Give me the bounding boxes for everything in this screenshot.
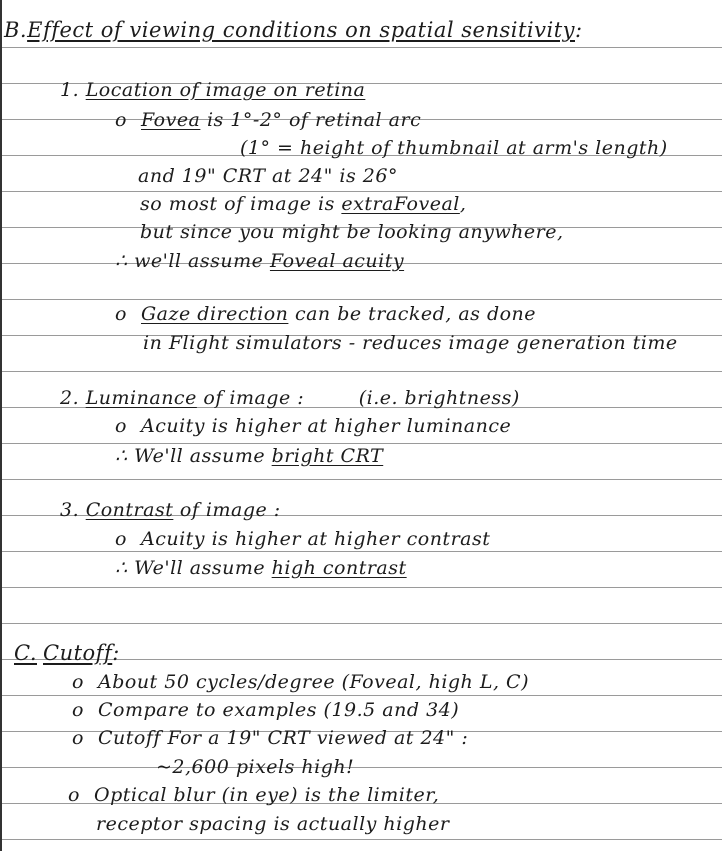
cutoff-compare: Compare to examples (19.5 and 34) <box>98 699 460 721</box>
item-heading: Luminance <box>85 387 197 409</box>
item-number: 3. <box>60 499 80 521</box>
pixels-high-line: ~2,600 pixels high! <box>156 756 355 778</box>
gaze-line <box>115 302 536 326</box>
assume-bright-line <box>115 444 383 468</box>
crt-line: and 19" CRT at 24" is 26° <box>138 165 398 187</box>
extrafoveal-term: extraFoveal <box>341 193 460 215</box>
item-of-image: of image : <box>179 499 281 521</box>
brightness-note: (i.e. brightness) <box>358 387 520 409</box>
assume-term: bright CRT <box>271 445 384 467</box>
cutoff-about: About 50 cycles/degree (Foveal, high L, C) <box>98 671 529 693</box>
assume-term: high contrast <box>271 557 407 579</box>
item-number: 2. <box>60 387 80 409</box>
contrast-acuity: Acuity is higher at higher contrast <box>141 528 491 550</box>
thumbnail-definition: (1° = height of thumbnail at arm's length) <box>240 137 668 159</box>
contrast-acuity-line <box>115 527 490 551</box>
extrafoveal-line <box>140 192 466 216</box>
bullet-icon: o <box>115 303 127 325</box>
bullet-icon: o <box>68 784 80 806</box>
assume-prefix: ∴ We'll assume <box>115 445 266 467</box>
section-c-colon: : <box>112 641 120 665</box>
item-location-heading <box>60 78 365 102</box>
item-heading: Location of image on retina <box>85 79 366 101</box>
fovea-term: Fovea <box>141 109 201 131</box>
section-b-label: B. <box>4 18 28 42</box>
section-c-heading <box>14 641 120 665</box>
section-b-heading <box>4 18 583 42</box>
section-b-colon: : <box>575 18 583 42</box>
cutoff-compare-line <box>72 698 459 722</box>
extrafoveal-prefix: so most of image is <box>140 193 335 215</box>
section-b-title: Effect of viewing conditions on spatial sensitivity <box>27 18 575 42</box>
optical-blur-line <box>68 783 439 807</box>
gaze-text: can be tracked, as done <box>294 303 537 325</box>
bullet-icon: o <box>72 727 84 749</box>
bullet-icon: o <box>115 415 127 437</box>
luminance-acuity: Acuity is higher at higher luminance <box>141 415 512 437</box>
item-contrast-heading <box>60 498 281 522</box>
assume-prefix: ∴ we'll assume <box>115 250 264 272</box>
item-of-image: of image : <box>203 387 305 409</box>
luminance-acuity-line <box>115 414 511 438</box>
cutoff-about-line <box>72 670 529 694</box>
section-c-label: C. <box>14 641 37 665</box>
bullet-icon: o <box>72 699 84 721</box>
receptor-spacing-line: receptor spacing is actually higher <box>96 813 450 835</box>
bullet-icon: o <box>115 528 127 550</box>
looking-anywhere-line: but since you might be looking anywhere, <box>140 221 564 243</box>
section-c-title: Cutoff <box>43 641 113 665</box>
bullet-icon: o <box>72 671 84 693</box>
assume-prefix: ∴ We'll assume <box>115 557 266 579</box>
assume-contrast-line <box>115 556 407 580</box>
item-heading: Contrast <box>85 499 174 521</box>
assume-term: Foveal acuity <box>269 250 405 272</box>
fovea-text: is 1°-2° of retinal arc <box>206 109 422 131</box>
bullet-icon: o <box>115 109 127 131</box>
item-number: 1. <box>60 79 80 101</box>
flight-simulators-line: in Flight simulators - reduces image generation time <box>143 332 678 354</box>
extrafoveal-suffix: , <box>459 193 467 215</box>
gaze-term: Gaze direction <box>141 303 289 325</box>
page-margin-line <box>0 0 2 851</box>
item-luminance-heading <box>60 386 520 410</box>
cutoff-crt: Cutoff For a 19" CRT viewed at 24" : <box>98 727 469 749</box>
fovea-line <box>115 108 421 132</box>
optical-blur: Optical blur (in eye) is the limiter, <box>94 784 440 806</box>
assume-foveal-line <box>115 249 404 273</box>
cutoff-crt-line <box>72 726 468 750</box>
